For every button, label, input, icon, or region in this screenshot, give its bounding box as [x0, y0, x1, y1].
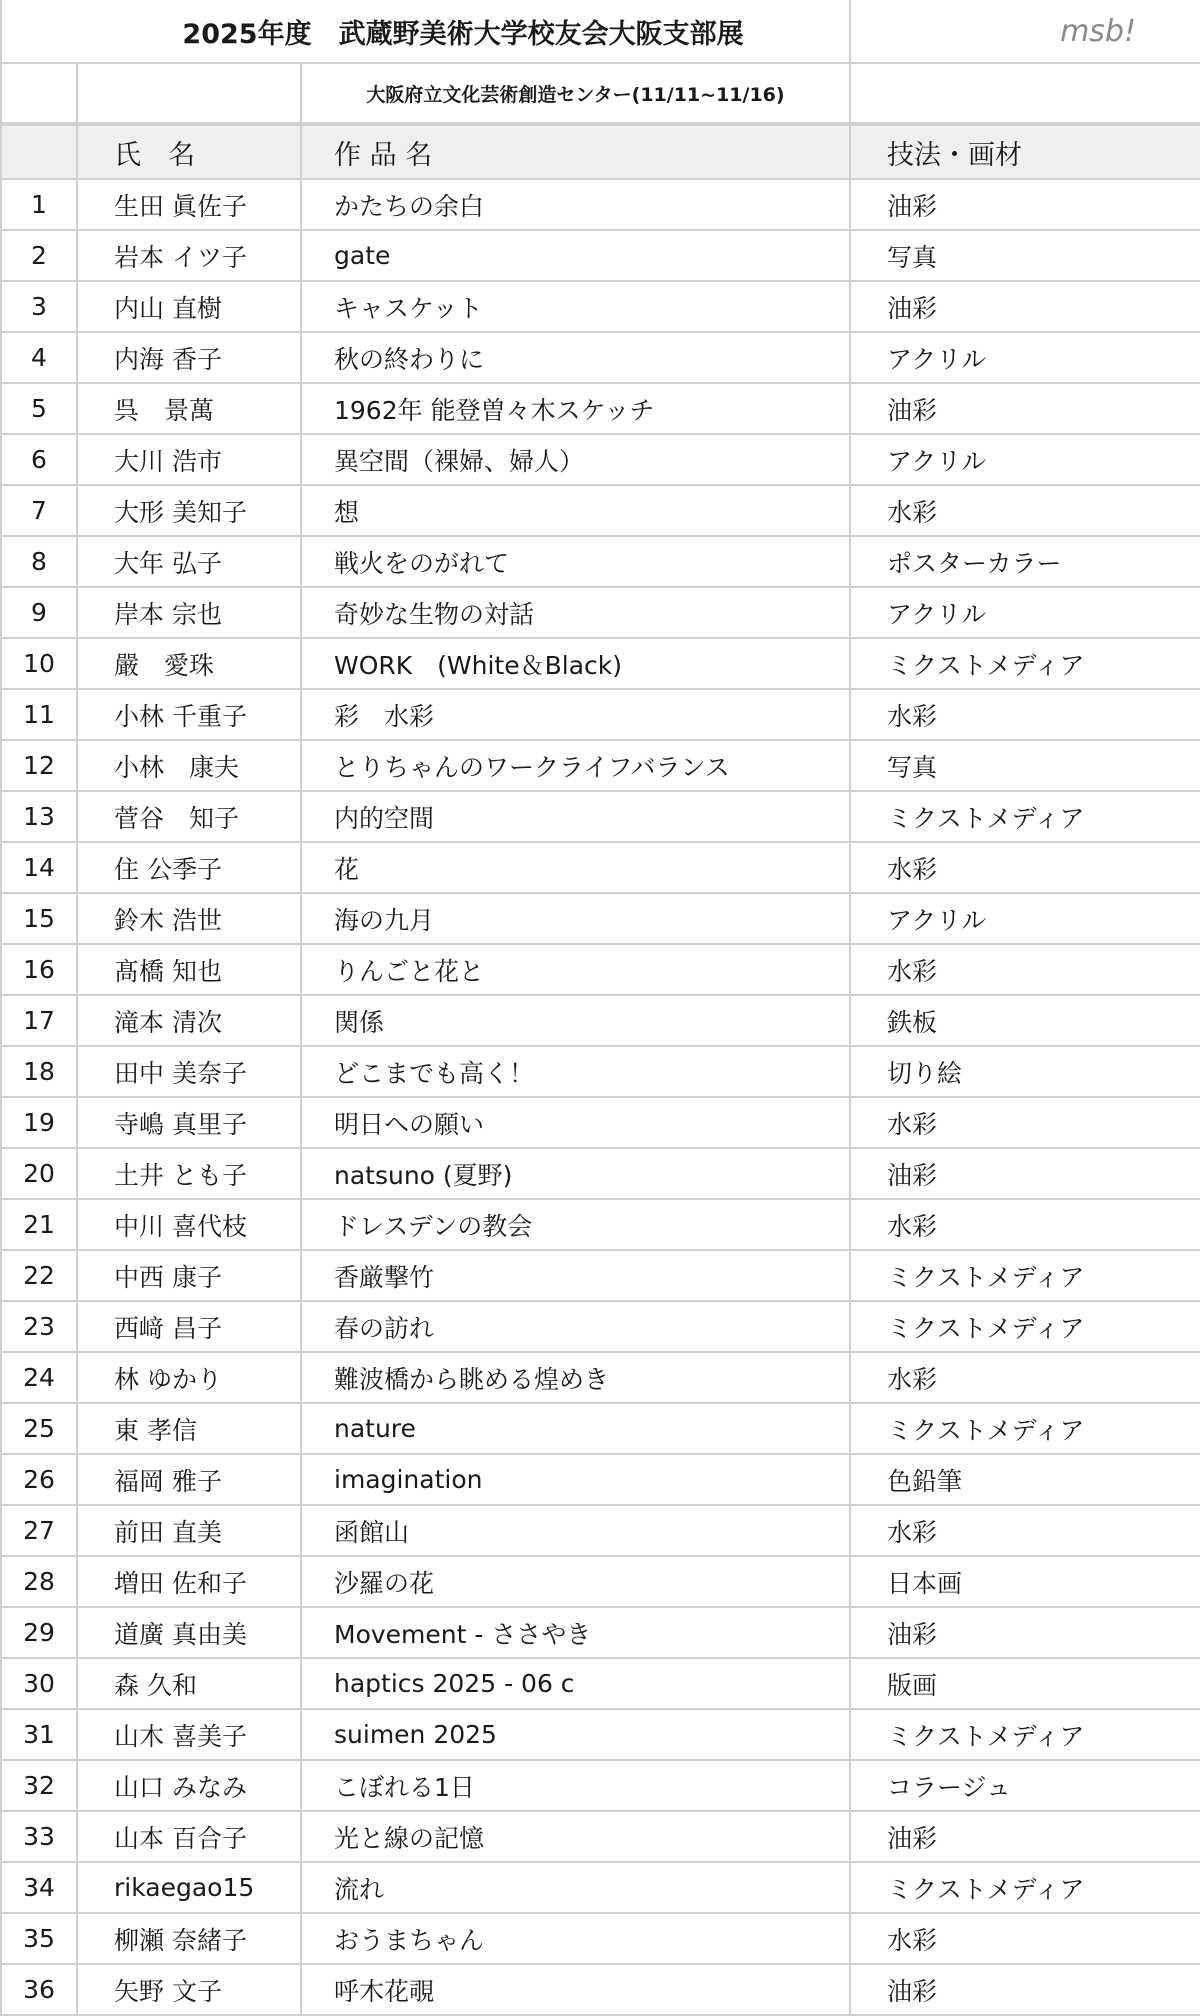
technique: 切り絵	[850, 1046, 1200, 1097]
technique: 水彩	[850, 944, 1200, 995]
artist-name: 住 公季子	[77, 842, 301, 893]
row-number: 25	[1, 1403, 77, 1454]
artwork-title: ドレスデンの教会	[301, 1199, 850, 1250]
technique: ミクストメディア	[850, 1709, 1200, 1760]
venue-row-spacer-mid	[77, 63, 301, 124]
artist-name: 前田 直美	[77, 1505, 301, 1556]
row-number: 10	[1, 638, 77, 689]
table-row	[1, 434, 1200, 485]
artist-name: 中西 康子	[77, 1250, 301, 1301]
row-number: 33	[1, 1811, 77, 1862]
table-row	[1, 944, 1200, 995]
venue-row-spacer-left	[1, 63, 77, 124]
row-number: 3	[1, 281, 77, 332]
row-number: 8	[1, 536, 77, 587]
technique: ミクストメディア	[850, 791, 1200, 842]
row-number: 20	[1, 1148, 77, 1199]
table-row	[1, 995, 1200, 1046]
artwork-title: suimen 2025	[301, 1709, 850, 1760]
artwork-title: gate	[301, 230, 850, 281]
table-row	[1, 893, 1200, 944]
header-title: 作 品 名	[301, 124, 850, 179]
artwork-title: どこまでも高く！	[301, 1046, 850, 1097]
venue-row-spacer-right	[850, 63, 1200, 124]
table-row	[1, 1250, 1200, 1301]
technique: 水彩	[850, 689, 1200, 740]
artist-name: 森 久和	[77, 1658, 301, 1709]
artwork-title: 花	[301, 842, 850, 893]
artist-name: 中川 喜代枝	[77, 1199, 301, 1250]
table-row	[1, 1556, 1200, 1607]
table-row	[1, 1811, 1200, 1862]
artist-name: 岸本 宗也	[77, 587, 301, 638]
artist-name: 小林 康夫	[77, 740, 301, 791]
artwork-title: 沙羅の花	[301, 1556, 850, 1607]
technique: 油彩	[850, 383, 1200, 434]
technique: アクリル	[850, 893, 1200, 944]
table-row	[1, 536, 1200, 587]
artist-name: 内山 直樹	[77, 281, 301, 332]
artist-name: 滝本 清次	[77, 995, 301, 1046]
row-number: 12	[1, 740, 77, 791]
table-row	[1, 485, 1200, 536]
row-number: 14	[1, 842, 77, 893]
table-row	[1, 1964, 1200, 2015]
artist-name: rikaegao15	[77, 1862, 301, 1913]
artist-name: 大形 美知子	[77, 485, 301, 536]
artwork-title: haptics 2025 - 06 c	[301, 1658, 850, 1709]
artwork-title: 異空間（裸婦、婦人）	[301, 434, 850, 485]
artist-name: 福岡 雅子	[77, 1454, 301, 1505]
artist-name: 山本 百合子	[77, 1811, 301, 1862]
technique: 日本画	[850, 1556, 1200, 1607]
artwork-title: WORK (White＆Black)	[301, 638, 850, 689]
artwork-title: 奇妙な生物の対話	[301, 587, 850, 638]
artist-name: 増田 佐和子	[77, 1556, 301, 1607]
artist-name: 髙橋 知也	[77, 944, 301, 995]
table-row	[1, 1658, 1200, 1709]
technique: 油彩	[850, 1607, 1200, 1658]
artist-name: 大川 浩市	[77, 434, 301, 485]
row-number: 4	[1, 332, 77, 383]
venue-text: 大阪府立文化芸術創造センター(11/11~11/16)	[301, 63, 850, 124]
artist-name: 嚴 愛珠	[77, 638, 301, 689]
table-row	[1, 1760, 1200, 1811]
artist-name: 山木 喜美子	[77, 1709, 301, 1760]
artwork-title: 難波橋から眺める煌めき	[301, 1352, 850, 1403]
table-row	[1, 791, 1200, 842]
row-number: 2	[1, 230, 77, 281]
row-number: 16	[1, 944, 77, 995]
artwork-title: Movement - ささやき	[301, 1607, 850, 1658]
artwork-title: キャスケット	[301, 281, 850, 332]
artwork-title: imagination	[301, 1454, 850, 1505]
row-number: 7	[1, 485, 77, 536]
technique: 写真	[850, 740, 1200, 791]
brand-logo: msb!	[850, 0, 1200, 63]
technique: ミクストメディア	[850, 1301, 1200, 1352]
table-row	[1, 1454, 1200, 1505]
row-number: 26	[1, 1454, 77, 1505]
artist-name: 生田 眞佐子	[77, 179, 301, 230]
header-name: 氏 名	[77, 124, 301, 179]
row-number: 18	[1, 1046, 77, 1097]
artwork-title: 光と線の記憶	[301, 1811, 850, 1862]
header-number-cell	[1, 124, 77, 179]
artwork-title: natsuno (夏野)	[301, 1148, 850, 1199]
artwork-title: nature	[301, 1403, 850, 1454]
row-number: 22	[1, 1250, 77, 1301]
table-row	[1, 1607, 1200, 1658]
technique: 油彩	[850, 179, 1200, 230]
row-number: 9	[1, 587, 77, 638]
technique: アクリル	[850, 587, 1200, 638]
title-row-spacer	[1, 0, 77, 63]
table-row	[1, 383, 1200, 434]
table-row	[1, 281, 1200, 332]
column-header-row	[1, 124, 1200, 179]
artwork-title: 呼木花覗	[301, 1964, 850, 2015]
row-number: 5	[1, 383, 77, 434]
artist-name: 東 孝信	[77, 1403, 301, 1454]
technique: アクリル	[850, 434, 1200, 485]
artist-name: 寺嶋 真里子	[77, 1097, 301, 1148]
header-technique: 技法・画材	[850, 124, 1200, 179]
artist-name: 呉 景萬	[77, 383, 301, 434]
technique: コラージュ	[850, 1760, 1200, 1811]
artwork-title: 戦火をのがれて	[301, 536, 850, 587]
row-number: 19	[1, 1097, 77, 1148]
row-number: 13	[1, 791, 77, 842]
row-number: 24	[1, 1352, 77, 1403]
table-row	[1, 1097, 1200, 1148]
technique: ミクストメディア	[850, 638, 1200, 689]
technique: ミクストメディア	[850, 1250, 1200, 1301]
technique: 油彩	[850, 1148, 1200, 1199]
technique: 色鉛筆	[850, 1454, 1200, 1505]
artwork-title: 香厳撃竹	[301, 1250, 850, 1301]
artist-name: 鈴木 浩世	[77, 893, 301, 944]
artwork-title: りんごと花と	[301, 944, 850, 995]
row-number: 23	[1, 1301, 77, 1352]
venue-row	[1, 63, 1200, 124]
row-number: 29	[1, 1607, 77, 1658]
technique: 水彩	[850, 1352, 1200, 1403]
table-row	[1, 1505, 1200, 1556]
artwork-title: 彩 水彩	[301, 689, 850, 740]
row-number: 35	[1, 1913, 77, 1964]
row-number: 15	[1, 893, 77, 944]
artwork-title: 秋の終わりに	[301, 332, 850, 383]
table-row	[1, 1199, 1200, 1250]
table-row	[1, 1046, 1200, 1097]
artwork-title: 流れ	[301, 1862, 850, 1913]
technique: 水彩	[850, 485, 1200, 536]
technique: 油彩	[850, 1811, 1200, 1862]
technique: ミクストメディア	[850, 1862, 1200, 1913]
artwork-title: 関係	[301, 995, 850, 1046]
table-row	[1, 1352, 1200, 1403]
document-title: 2025年度 武蔵野美術大学校友会大阪支部展	[77, 0, 850, 63]
table-row	[1, 689, 1200, 740]
table-row	[1, 740, 1200, 791]
artwork-title: 内的空間	[301, 791, 850, 842]
artwork-title: 春の訪れ	[301, 1301, 850, 1352]
technique: 水彩	[850, 1505, 1200, 1556]
artist-name: 小林 千重子	[77, 689, 301, 740]
artist-name: 柳瀬 奈緒子	[77, 1913, 301, 1964]
artist-name: 山口 みなみ	[77, 1760, 301, 1811]
table-row	[1, 1148, 1200, 1199]
table-row	[1, 179, 1200, 230]
row-number: 17	[1, 995, 77, 1046]
artwork-title: 明日への願い	[301, 1097, 850, 1148]
artist-name: 土井 とも子	[77, 1148, 301, 1199]
technique: 油彩	[850, 281, 1200, 332]
artist-name: 菅谷 知子	[77, 791, 301, 842]
row-number: 11	[1, 689, 77, 740]
artist-name: 林 ゆかり	[77, 1352, 301, 1403]
artist-name: 内海 香子	[77, 332, 301, 383]
table-row	[1, 332, 1200, 383]
technique: 版画	[850, 1658, 1200, 1709]
technique: 水彩	[850, 1097, 1200, 1148]
table-row	[1, 1709, 1200, 1760]
row-number: 30	[1, 1658, 77, 1709]
technique: 水彩	[850, 1199, 1200, 1250]
artwork-title: 1962年 能登曽々木スケッチ	[301, 383, 850, 434]
technique: 水彩	[850, 1913, 1200, 1964]
technique: アクリル	[850, 332, 1200, 383]
artist-name: 田中 美奈子	[77, 1046, 301, 1097]
table-row	[1, 842, 1200, 893]
artwork-title: 函館山	[301, 1505, 850, 1556]
technique: 写真	[850, 230, 1200, 281]
table-row	[1, 1301, 1200, 1352]
technique: 鉄板	[850, 995, 1200, 1046]
table-row	[1, 1403, 1200, 1454]
table-row	[1, 638, 1200, 689]
artist-name: 道廣 真由美	[77, 1607, 301, 1658]
artist-name: 矢野 文子	[77, 1964, 301, 2015]
table-row	[1, 587, 1200, 638]
row-number: 34	[1, 1862, 77, 1913]
technique: 水彩	[850, 842, 1200, 893]
row-number: 27	[1, 1505, 77, 1556]
artist-name: 岩本 イツ子	[77, 230, 301, 281]
technique: 油彩	[850, 1964, 1200, 2015]
artwork-title: とりちゃんのワークライフバランス	[301, 740, 850, 791]
artist-name: 西﨑 昌子	[77, 1301, 301, 1352]
artwork-title: こぼれる1日	[301, 1760, 850, 1811]
table-row	[1, 1913, 1200, 1964]
row-number: 1	[1, 179, 77, 230]
row-number: 6	[1, 434, 77, 485]
artwork-title: 想	[301, 485, 850, 536]
artwork-title: かたちの余白	[301, 179, 850, 230]
row-number: 21	[1, 1199, 77, 1250]
technique: ミクストメディア	[850, 1403, 1200, 1454]
row-number: 32	[1, 1760, 77, 1811]
row-number: 36	[1, 1964, 77, 2015]
row-number: 28	[1, 1556, 77, 1607]
artwork-title: 海の九月	[301, 893, 850, 944]
table-row	[1, 230, 1200, 281]
row-number: 31	[1, 1709, 77, 1760]
artist-name: 大年 弘子	[77, 536, 301, 587]
title-row	[1, 0, 1200, 63]
table-row	[1, 1862, 1200, 1913]
artwork-title: おうまちゃん	[301, 1913, 850, 1964]
technique: ポスターカラー	[850, 536, 1200, 587]
